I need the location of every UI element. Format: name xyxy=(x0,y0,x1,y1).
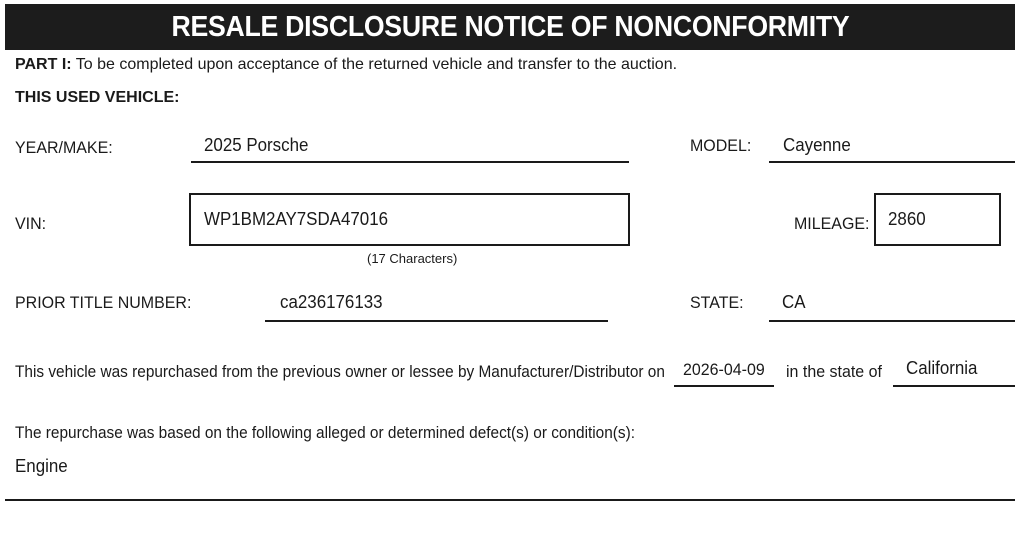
model-value[interactable]: Cayenne xyxy=(783,135,851,155)
prior-title-underline xyxy=(265,320,608,322)
year-make-label: YEAR/MAKE: xyxy=(15,138,113,157)
state-underline xyxy=(769,320,1015,322)
part-one-label: PART I: xyxy=(15,56,72,73)
state-value[interactable]: CA xyxy=(782,292,806,312)
part-one-instruction xyxy=(15,56,677,74)
repurchase-text: This vehicle was repurchased from the previous owner or lessee by Manufacturer/Distributor on xyxy=(15,362,665,381)
mileage-label: MILEAGE: xyxy=(794,214,870,233)
prior-title-value[interactable]: ca236176133 xyxy=(280,292,383,312)
model-underline xyxy=(769,161,1015,163)
part-one-text: To be completed upon acceptance of the returned vehicle and transfer to the auction. xyxy=(75,56,678,73)
repurchase-date-underline xyxy=(674,385,774,387)
year-make-value[interactable]: 2025 Porsche xyxy=(204,135,309,155)
prior-title-label: PRIOR TITLE NUMBER: xyxy=(15,293,192,312)
mileage-box[interactable] xyxy=(874,193,1001,246)
defects-value[interactable]: Engine xyxy=(15,456,68,476)
vin-value: WP1BM2AY7SDA47016 xyxy=(204,209,389,229)
form-title: RESALE DISCLOSURE NOTICE OF NONCONFORMITY xyxy=(171,10,849,43)
defects-underline xyxy=(5,499,1015,501)
year-make-underline xyxy=(191,161,629,163)
defects-text: The repurchase was based on the following alleged or determined defect(s) or condition(s): xyxy=(15,423,636,442)
vin-hint: (17 Characters) xyxy=(367,251,458,266)
repurchase-date[interactable]: 2026-04-09 xyxy=(683,360,765,379)
vin-box[interactable] xyxy=(189,193,630,246)
model-label: MODEL: xyxy=(690,136,752,155)
state-label: STATE: xyxy=(690,293,744,312)
used-vehicle-heading: THIS USED VEHICLE: xyxy=(15,89,180,106)
repurchase-state-underline xyxy=(893,385,1015,387)
in-state-text: in the state of xyxy=(786,362,882,381)
title-bar xyxy=(5,4,1015,50)
repurchase-state[interactable]: California xyxy=(906,358,978,378)
vin-label: VIN: xyxy=(15,214,47,233)
mileage-value: 2860 xyxy=(888,209,926,229)
